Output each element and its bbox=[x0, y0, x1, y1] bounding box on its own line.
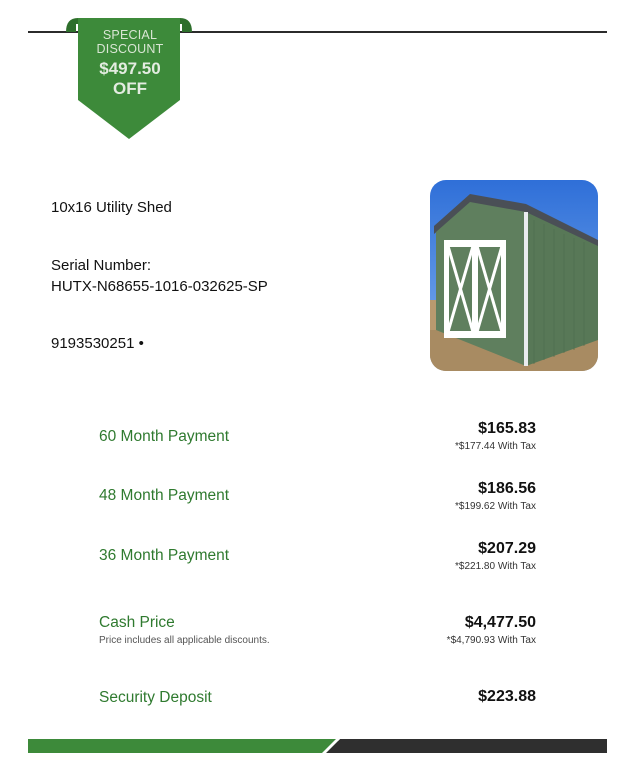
cash-price-note: Price includes all applicable discounts. bbox=[99, 635, 270, 646]
shed-illustration bbox=[430, 180, 598, 371]
cash-price-row bbox=[0, 614, 625, 654]
ribbon-discount-amount: $497.50 bbox=[99, 59, 161, 78]
ribbon-off-label: OFF bbox=[113, 79, 147, 98]
payment-row-48 bbox=[0, 480, 625, 520]
payment-48-tax: *$199.62 With Tax bbox=[455, 501, 536, 512]
security-deposit-label: Security Deposit bbox=[99, 689, 212, 706]
payment-36-label: 36 Month Payment bbox=[99, 547, 230, 564]
shed-photo bbox=[430, 180, 598, 371]
payment-36-amount: $207.29 bbox=[478, 540, 536, 557]
footer-dark-bar bbox=[300, 739, 607, 753]
special-discount-ribbon bbox=[66, 16, 192, 140]
security-deposit-amount: $223.88 bbox=[478, 688, 536, 705]
ribbon-text bbox=[80, 28, 180, 98]
ribbon-special-label: SPECIAL bbox=[102, 28, 158, 42]
security-deposit-row bbox=[0, 688, 625, 728]
payment-60-tax: *$177.44 With Tax bbox=[455, 441, 536, 452]
footer-green-bar bbox=[28, 739, 338, 753]
serial-number-value: HUTX-N68655-1016-032625-SP bbox=[51, 278, 268, 295]
payment-row-60 bbox=[0, 420, 625, 460]
product-name: 10x16 Utility Shed bbox=[51, 199, 172, 216]
payment-60-amount: $165.83 bbox=[478, 420, 536, 437]
payment-48-amount: $186.56 bbox=[478, 480, 536, 497]
ribbon-discount-label: DISCOUNT bbox=[96, 42, 164, 56]
payment-48-label: 48 Month Payment bbox=[99, 487, 230, 504]
cash-price-tax: *$4,790.93 With Tax bbox=[446, 635, 536, 646]
payment-60-label: 60 Month Payment bbox=[99, 428, 230, 445]
cash-price-label: Cash Price bbox=[99, 614, 175, 631]
payment-row-36 bbox=[0, 540, 625, 580]
payment-36-tax: *$221.80 With Tax bbox=[455, 561, 536, 572]
phone-number: 9193530251 • bbox=[51, 335, 144, 352]
cash-price-amount: $4,477.50 bbox=[464, 614, 536, 631]
serial-number-label: Serial Number: bbox=[51, 257, 152, 274]
